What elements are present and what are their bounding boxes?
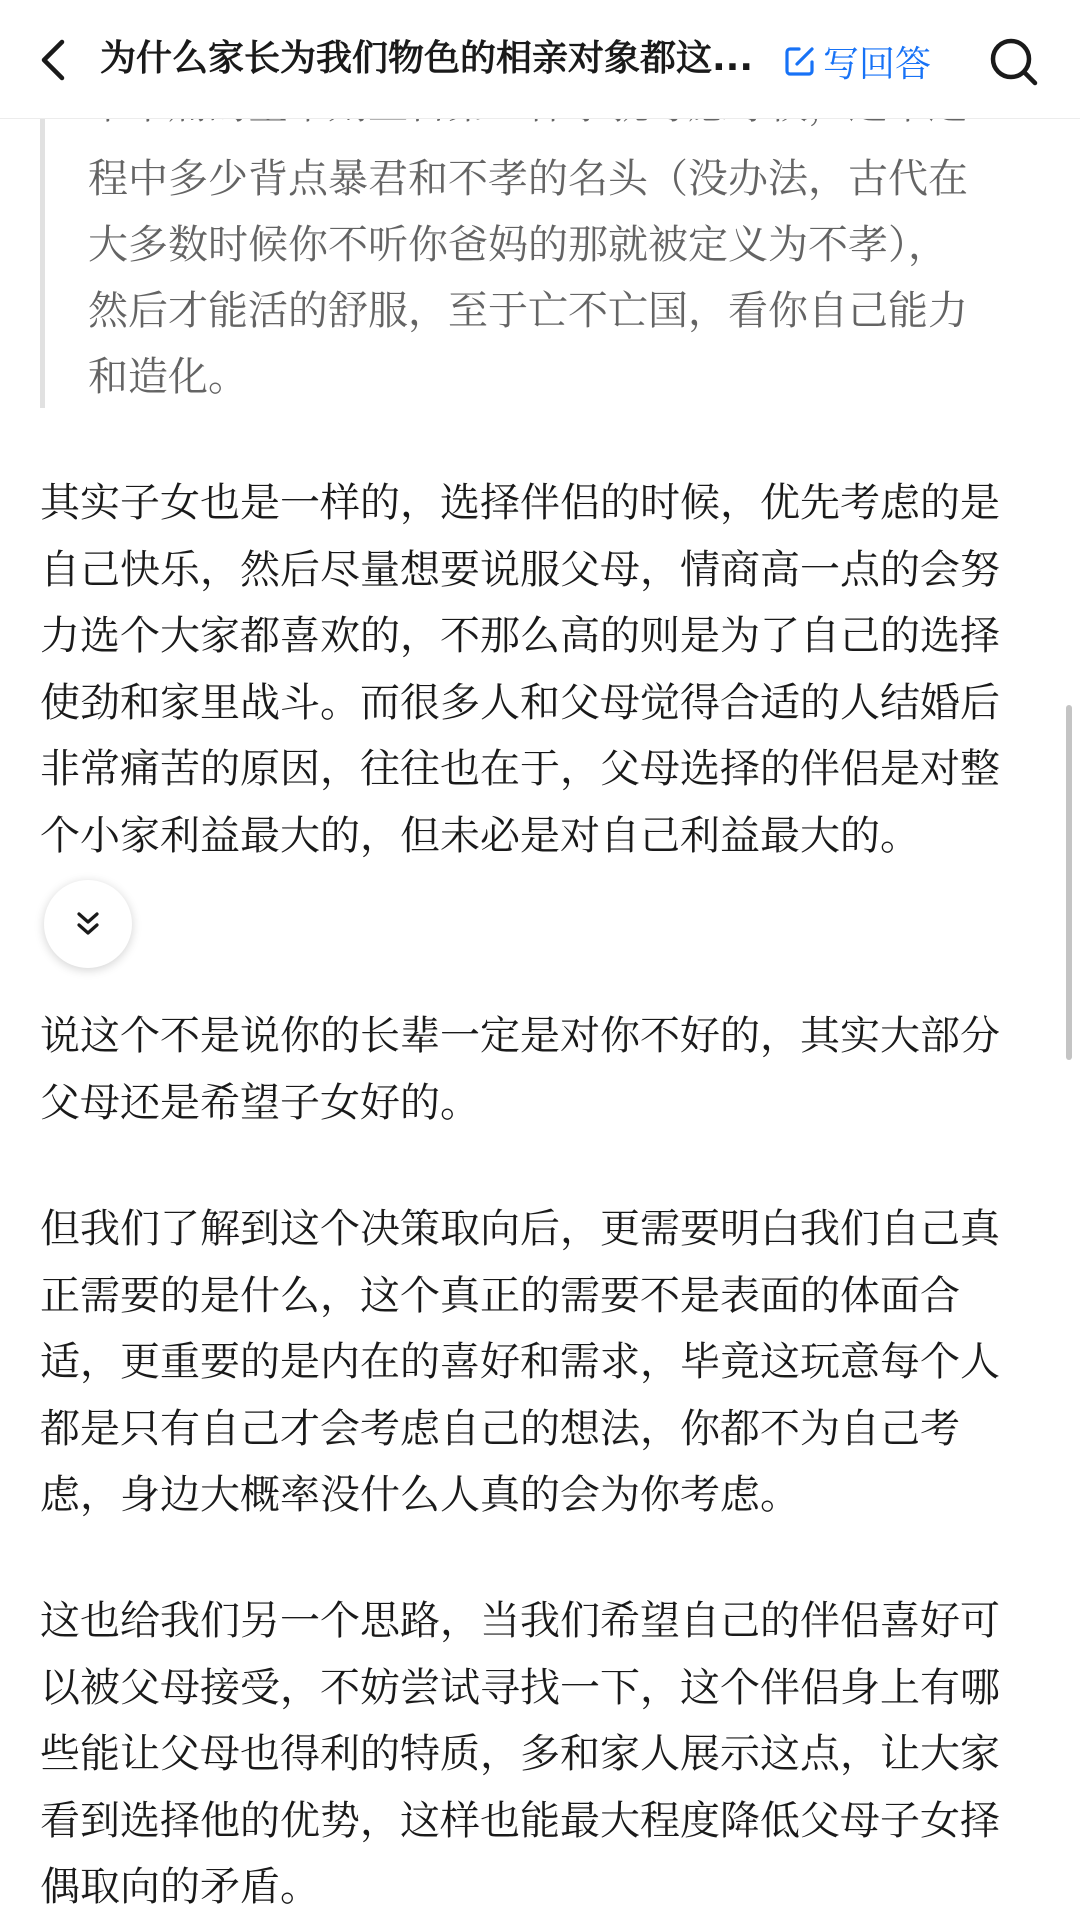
quote-line: 大多数时候你不听你爸妈的那就被定义为不孝）， — [88, 222, 948, 268]
search-icon — [988, 36, 1040, 88]
scrollbar[interactable] — [1066, 705, 1072, 1060]
paragraph: 其实子女也是一样的，选择伴侣的时候，优先考虑的是自己快乐，然后尽量想要说服父母，情商高一点的会努力选个大家都喜欢的，不那么高的则是为了自己的选择使劲和家里战斗。而很多人和父母觉得合适的人结婚后非常痛苦的原因，往往也在于，父母选择的伴侣是对整个小家利益最大的，但未必是对自己利益最大的。 — [40, 480, 1000, 859]
top-navigation-bar — [0, 0, 1080, 119]
quote-line: 和造化。 — [88, 354, 248, 400]
search-button[interactable] — [988, 36, 1040, 88]
quote-line: 然后才能活的舒服，至于亡不亡国，看你自己能力 — [88, 288, 968, 334]
chevron-left-icon — [34, 36, 74, 84]
write-answer-label: 写回答 — [823, 43, 932, 85]
back-button[interactable] — [34, 36, 74, 84]
edit-icon — [783, 44, 817, 78]
write-answer-button[interactable] — [783, 36, 931, 86]
paragraph: 说这个不是说你的长辈一定是对你不好的，其实大部分父母还是希望子女好的。 — [40, 1013, 1000, 1126]
paragraph: 这也给我们另一个思路，当我们希望自己的伴侣喜好可以被父母接受，不妨尝试寻找一下，这个伴侣身上有哪些能让父母也得利的特质，多和家人展示这点，让大家看到选择他的优势，这样也能最大程度降低父母子女择偶取向的矛盾。 — [40, 1598, 1000, 1910]
scroll-down-button[interactable] — [44, 880, 132, 968]
quote-line: 程中多少背点暴君和不孝的名头（没办法，古代在 — [88, 156, 968, 202]
double-chevron-down-icon — [73, 909, 103, 939]
paragraph: 但我们了解到这个决策取向后，更需要明白我们自己真正需要的是什么，这个真正的需要不是表面的体面合适，更重要的是内在的喜好和需求，毕竟这玩意每个人都是只有自己才会考虑自己的想法，你都不为自己考虑，身边大概率没什么人真的会为你考虑。 — [40, 1206, 1000, 1518]
question-title[interactable]: 为什么家长为我们物色的相亲对象都这... — [100, 38, 754, 79]
